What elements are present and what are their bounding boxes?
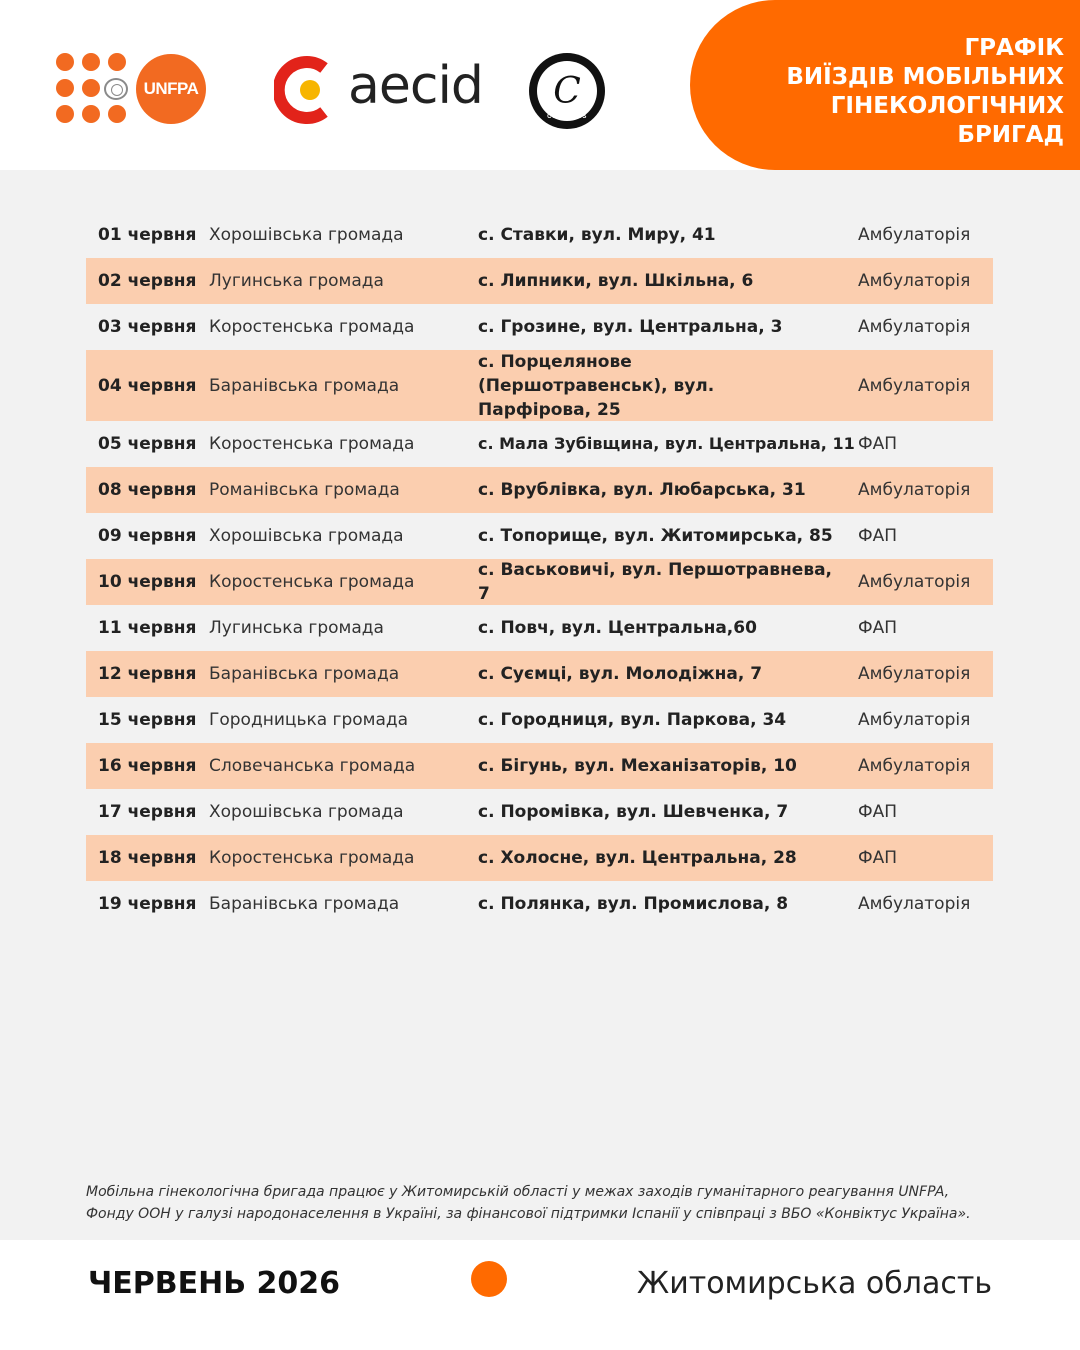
address-cell: с. Ставки, вул. Миру, 41 <box>478 225 716 245</box>
facility-type-cell: Амбулаторія <box>858 271 971 291</box>
date-cell: 03 червня <box>98 317 197 337</box>
date-cell: 12 червня <box>98 664 197 684</box>
facility-type-cell: Амбулаторія <box>858 664 971 684</box>
page-title <box>734 34 1064 150</box>
un-emblem-icon <box>104 78 128 100</box>
title-line: ГРАФІК <box>964 35 1064 61</box>
address-cell: с. Холосне, вул. Центральна, 28 <box>478 848 797 868</box>
table-row <box>86 304 993 350</box>
community-cell: Коростенська громада <box>209 848 415 868</box>
address-cell: с. Полянка, вул. Промислова, 8 <box>478 894 789 914</box>
facility-type-cell: ФАП <box>858 526 898 546</box>
facility-type-cell: ФАП <box>858 618 898 638</box>
address-cell: с. Мала Зубівщина, вул. Центральна, 11 <box>478 434 855 453</box>
table-row <box>86 697 993 743</box>
unfpa-dot <box>82 79 100 97</box>
address-cell: с. Городниця, вул. Паркова, 34 <box>478 710 787 730</box>
table-row <box>86 743 993 789</box>
community-cell: Хорошівська громада <box>209 225 404 245</box>
address-cell: с. Липники, вул. Шкільна, 6 <box>478 271 754 291</box>
convictus-logo <box>529 53 605 129</box>
table-row <box>86 350 993 421</box>
facility-type-cell: Амбулаторія <box>858 894 971 914</box>
address-cell: с. Грозине, вул. Центральна, 3 <box>478 317 783 337</box>
unfpa-circle: UNFPA <box>136 54 206 124</box>
community-cell: Словечанська громада <box>209 756 416 776</box>
table-row <box>86 421 993 467</box>
facility-type-cell: Амбулаторія <box>858 375 971 396</box>
community-cell: Коростенська громада <box>209 434 415 454</box>
facility-type-cell: ФАП <box>858 848 898 868</box>
address-cell: с. Врублівка, вул. Любарська, 31 <box>478 480 806 500</box>
footnote: Мобільна гінекологічна бригада працює у Житомирській області у межах заходів гуманітарного реагування UNFPA, Фонду ООН у галузі народонаселення в Україні, за фінансової підтримки Іспанії у співпраці з ВБО «Конвіктус Україна». <box>86 1184 971 1222</box>
community-cell: Коростенська громада <box>209 317 415 337</box>
table-row <box>86 835 993 881</box>
footer-month: ЧЕРВЕНЬ 2026 <box>88 1266 340 1301</box>
table-row <box>86 605 993 651</box>
schedule-table <box>86 212 993 927</box>
unfpa-dot <box>56 105 74 123</box>
table-row <box>86 258 993 304</box>
date-cell: 11 червня <box>98 618 197 638</box>
convictus-glyph: C <box>537 61 597 121</box>
unfpa-dot <box>82 53 100 71</box>
header <box>0 0 1080 170</box>
unfpa-dot <box>108 105 126 123</box>
aecid-logo-mark <box>274 54 338 126</box>
table-row <box>86 651 993 697</box>
date-cell: 15 червня <box>98 710 197 730</box>
address-cell: с. Васьковичі, вул. Першотравнева, 7 <box>478 560 833 604</box>
community-cell: Баранівська громада <box>209 664 400 684</box>
community-cell: Лугинська громада <box>209 618 384 638</box>
date-cell: 09 червня <box>98 526 197 546</box>
address-cell: с. Суємці, вул. Молодіжна, 7 <box>478 664 763 684</box>
footer <box>0 1240 1080 1350</box>
date-cell: 19 червня <box>98 894 197 914</box>
table-row <box>86 881 993 927</box>
address-cell: с. Поромівка, вул. Шевченка, 7 <box>478 802 789 822</box>
title-line: ВИЇЗДІВ МОБІЛЬНИХ <box>786 64 1064 90</box>
title-line: БРИГАД <box>957 122 1064 148</box>
aecid-logo-text: aecid <box>348 56 483 116</box>
footer-region: Житомирська область <box>636 1266 992 1301</box>
address-cell: с. Бігунь, вул. Механізаторів, 10 <box>478 756 797 776</box>
decorative-dot-icon <box>471 1261 507 1297</box>
unfpa-dot <box>108 53 126 71</box>
date-cell: 04 червня <box>98 375 197 396</box>
date-cell: 18 червня <box>98 848 197 868</box>
address-cell: с. Повч, вул. Центральна,60 <box>478 618 757 638</box>
table-row <box>86 789 993 835</box>
date-cell: 08 червня <box>98 480 197 500</box>
address-cell: с. Порцелянове (Першотравенськ), вул. Парфірова, 25 <box>478 351 715 420</box>
table-row <box>86 559 993 605</box>
date-cell: 05 червня <box>98 434 197 454</box>
facility-type-cell: Амбулаторія <box>858 572 971 592</box>
date-cell: 10 червня <box>98 572 197 592</box>
date-cell: 16 червня <box>98 756 197 776</box>
address-cell: с. Топорище, вул. Житомирська, 85 <box>478 526 833 546</box>
unfpa-dot <box>56 79 74 97</box>
community-cell: Хорошівська громада <box>209 526 404 546</box>
date-cell: 02 червня <box>98 271 197 291</box>
community-cell: Романівська громада <box>209 480 400 500</box>
title-line: ГІНЕКОЛОГІЧНИХ <box>830 93 1064 119</box>
facility-type-cell: Амбулаторія <box>858 480 971 500</box>
table-row <box>86 212 993 258</box>
facility-type-cell: Амбулаторія <box>858 225 971 245</box>
date-cell: 01 червня <box>98 225 197 245</box>
facility-type-cell: Амбулаторія <box>858 317 971 337</box>
title-banner <box>690 0 1080 170</box>
community-cell: Хорошівська громада <box>209 802 404 822</box>
community-cell: Баранівська громада <box>209 894 400 914</box>
convictus-label: CONVICTUS <box>547 114 587 120</box>
table-row <box>86 513 993 559</box>
date-cell: 17 червня <box>98 802 197 822</box>
table-row <box>86 467 993 513</box>
community-cell: Городницька громада <box>209 710 409 730</box>
facility-type-cell: Амбулаторія <box>858 756 971 776</box>
facility-type-cell: ФАП <box>858 802 898 822</box>
community-cell: Коростенська громада <box>209 572 415 592</box>
facility-type-cell: ФАП <box>858 434 898 454</box>
facility-type-cell: Амбулаторія <box>858 710 971 730</box>
community-cell: Баранівська громада <box>209 375 400 396</box>
unfpa-dot <box>82 105 100 123</box>
unfpa-dot <box>56 53 74 71</box>
community-cell: Лугинська громада <box>209 271 384 291</box>
